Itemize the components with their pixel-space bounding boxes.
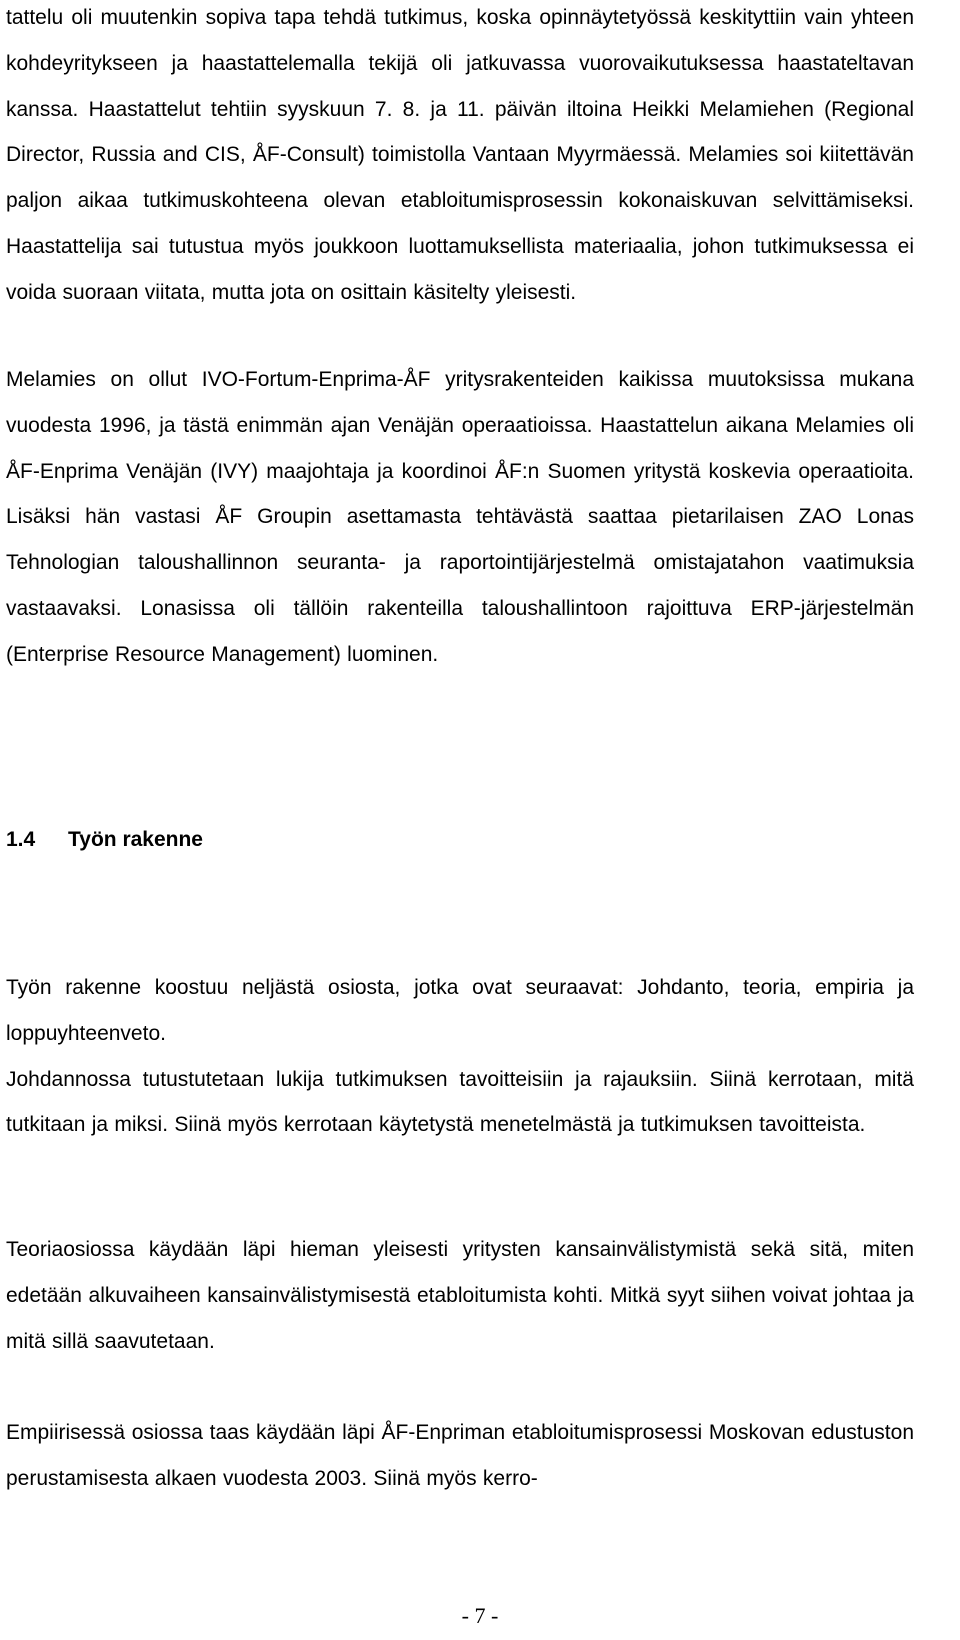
- page-number: - 7 -: [461, 1603, 499, 1628]
- section-number: 1.4: [6, 828, 36, 851]
- section-title: Työn rakenne: [68, 828, 203, 851]
- paragraph-structure: [6, 965, 914, 1148]
- paragraph-interview: tattelu oli muutenkin sopiva tapa tehdä tutkimus, koska opinnäytetyössä keskityttiin vain yhteen kohdeyritykseen ja haastattelemalla tekijä oli jatkuvassa vuorovaikutuksessa haastateltavan kanssa. Haastattelut tehtiin syyskuun 7. 8. ja 11. päivän iltoina Heikki Melamiehen (Regional Director, Russia and CIS, ÅF-Consult) toimistolla Vantaan Myyrmäessä. Melamies soi kiitettävän paljon aikaa tutkimuskohteena olevan etabloitumisprosessin kokonaiskuvan selvittämiseksi. Haastattelija sai tutustua myös joukkoon luottamuksellista materiaalia, johon tutkimuksessa ei voida suoraan viitata, mutta jota on osittain käsitelty yleisesti.: [6, 6, 914, 304]
- paragraph-structure-intro: Työn rakenne koostuu neljästä osiosta, jotka ovat seuraavat: Johdanto, teoria, empiria ja loppuyhteenveto.: [6, 976, 914, 1045]
- section-heading: [6, 820, 203, 860]
- paragraph-melamies-background: Melamies on ollut IVO-Fortum-Enprima-ÅF yritysrakenteiden kaikissa muutoksissa mukana vuodesta 1996, ja tästä enimmän ajan Venäjän operaatioissa. Haastattelun aikana Melamies oli ÅF-Enprima Venäjän (IVY) maajohtaja ja koordinoi ÅF:n Suomen yritystä koskevia operaatioita. Lisäksi hän vastasi ÅF Groupin asettamasta tehtävästä saattaa pietarilaisen ZAO Lonas Tehnologian taloushallinnon seuranta- ja raportointijärjestelmä omistajatahon vaatimuksia vastaavaksi. Lonasissa oli tällöin rakenteilla taloushallintoon rajoittuva ERP-järjestelmän (Enterprise Resource Management) luominen.: [6, 368, 914, 666]
- paragraph-structure-introduction-part: Johdannossa tutustutetaan lukija tutkimuksen tavoitteisiin ja rajauksiin. Siinä kerrotaan, mitä tutkitaan ja miksi. Siinä myös kerrotaan käytetystä menetelmästä ja tutkimuksen tavoitteista.: [6, 1067, 914, 1137]
- paragraph-theory: Teoriaosiossa käydään läpi hieman yleisesti yritysten kansainvälistymistä sekä sitä, miten edetään alkuvaiheen kansainvälistymisestä etabloitumista kohti. Mitkä syyt siihen voivat johtaa ja mitä sillä saavutetaan.: [6, 1238, 914, 1353]
- paragraph-empirical: Empiirisessä osiossa taas käydään läpi ÅF-Enpriman etabloitumisprosessi Moskovan edustuston perustamisesta alkaen vuodesta 2003. Siinä myös kerro-: [6, 1421, 914, 1490]
